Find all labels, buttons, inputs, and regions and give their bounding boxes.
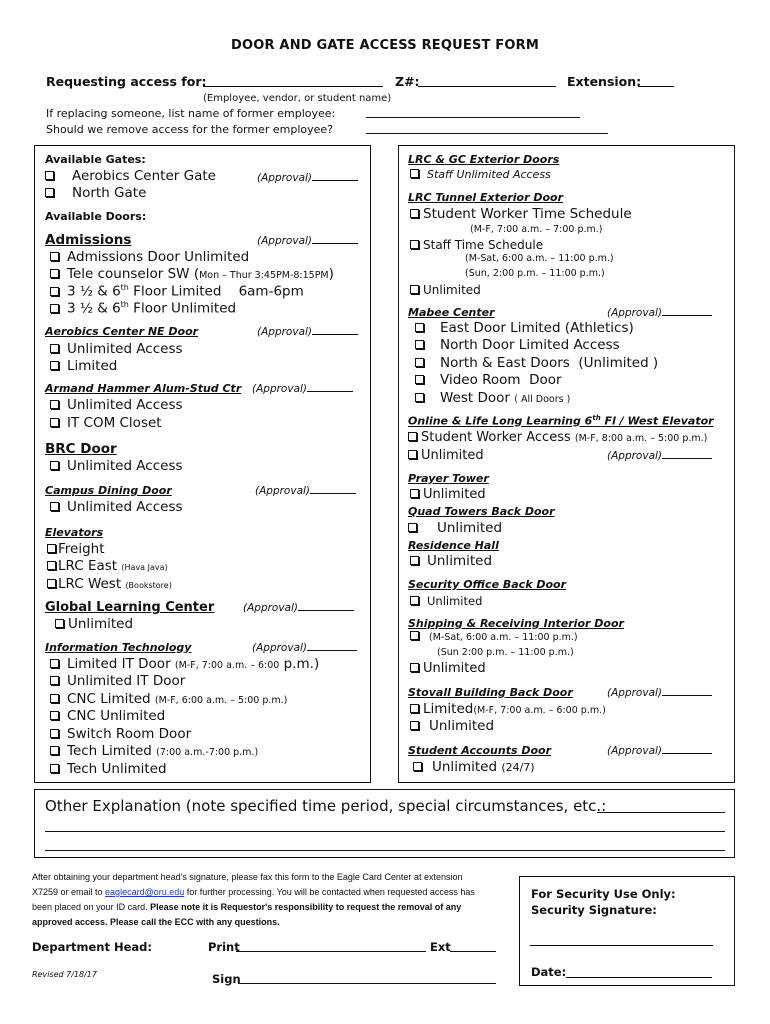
checkbox[interactable] — [415, 393, 424, 402]
other-explanation-label: Other Explanation (note specified time period, special circumstances, etc.: — [45, 797, 607, 815]
sign-label: Sign — [212, 972, 241, 986]
approval-armand: (Approval) — [252, 383, 353, 395]
checkbox[interactable] — [50, 694, 59, 703]
quad-unlimited[interactable]: Unlimited — [408, 520, 502, 536]
checkbox[interactable] — [413, 762, 422, 771]
checkbox[interactable] — [415, 358, 424, 367]
lrcgc-heading: LRC & GC Exterior Doors — [408, 153, 560, 166]
checkbox[interactable] — [410, 663, 419, 672]
aerobics-limited[interactable]: Limited — [50, 358, 117, 374]
elevator-lrc-west[interactable]: LRC West (Bookstore) — [47, 576, 172, 592]
checkbox[interactable] — [50, 746, 59, 755]
floor-limited[interactable]: 3 ½ & 6th Floor Limited 6am-6pm — [50, 283, 304, 300]
elevator-lrc-east[interactable]: LRC East (Hava Java) — [47, 558, 168, 574]
checkbox[interactable] — [410, 596, 419, 605]
campus-heading: Campus Dining Door — [45, 484, 172, 497]
security-office-heading: Security Office Back Door — [408, 578, 567, 591]
checkbox[interactable] — [410, 631, 419, 640]
tech-unlimited[interactable]: Tech Unlimited — [50, 761, 167, 777]
checkbox[interactable] — [408, 432, 417, 441]
approval-gate: (Approval) — [257, 172, 358, 184]
mabee-north-east-unlimited[interactable]: North & East Doors (Unlimited ) — [415, 355, 658, 371]
shipping-heading: Shipping & Receiving Interior Door — [408, 617, 624, 630]
checkbox[interactable] — [410, 489, 419, 498]
print-label: Print — [208, 940, 240, 954]
stovall-unlimited[interactable]: Unlimited — [410, 718, 494, 734]
tunnel-staff[interactable]: Staff Time Schedule — [410, 238, 543, 252]
armand-it-closet[interactable]: IT COM Closet — [50, 415, 162, 431]
glc-unlimited[interactable]: Unlimited — [55, 616, 133, 632]
quad-heading: Quad Towers Back Door — [408, 505, 555, 518]
replacing-label: If replacing someone, list name of former employee: — [46, 107, 336, 120]
approval-aerobics: (Approval) — [257, 326, 358, 338]
checkbox[interactable] — [50, 400, 59, 409]
approval-student-accounts: (Approval) — [607, 745, 712, 757]
mabee-west-door[interactable]: West Door ( All Doors ) — [415, 390, 570, 406]
checkbox[interactable] — [50, 659, 59, 668]
brc-heading: BRC Door — [45, 441, 117, 457]
approval-admissions: (Approval) — [257, 235, 358, 247]
checkbox[interactable] — [50, 269, 59, 278]
floor-unlimited[interactable]: 3 ½ & 6th Floor Unlimited — [50, 300, 236, 317]
student-accounts-unlimited[interactable]: Unlimited (24/7) — [413, 759, 535, 775]
print-field[interactable] — [236, 941, 426, 952]
revised-date: Revised 7/18/17 — [32, 970, 97, 979]
checkbox[interactable] — [47, 561, 56, 570]
lrcgc-staff[interactable]: Staff Unlimited Access — [410, 168, 551, 181]
checkbox[interactable] — [410, 285, 419, 294]
remove-access-field[interactable] — [366, 123, 608, 134]
checkbox[interactable] — [50, 729, 59, 738]
other-explanation-field-2[interactable] — [45, 821, 725, 832]
cnc-unlimited[interactable]: CNC Unlimited — [50, 708, 165, 724]
tunnel-student-worker[interactable]: Student Worker Time Schedule — [410, 206, 632, 222]
email-link[interactable]: eaglecard@oru.edu — [105, 887, 185, 897]
date-label: Date: — [531, 965, 567, 979]
shipping-unlimited[interactable]: Unlimited — [410, 661, 486, 676]
ext-label: Ext — [430, 940, 451, 954]
page-title: DOOR AND GATE ACCESS REQUEST FORM — [231, 38, 539, 53]
approval-stovall: (Approval) — [607, 687, 712, 699]
checkbox[interactable] — [50, 502, 59, 511]
online-heading: Online & Life Long Learning 6th Fl / West Elevator — [408, 414, 714, 428]
gate-north[interactable]: North Gate — [45, 185, 146, 201]
mabee-north-limited[interactable]: North Door Limited Access — [415, 337, 620, 353]
elevators-heading: Elevators — [45, 526, 104, 539]
tunnel-staff-hours-2: (Sun, 2:00 p.m. – 11:00 p.m.) — [465, 268, 605, 279]
checkbox[interactable] — [50, 461, 59, 470]
brc-unlimited[interactable]: Unlimited Access — [50, 458, 183, 474]
admissions-unlimited[interactable]: Admissions Door Unlimited — [50, 249, 249, 265]
checkbox[interactable] — [410, 169, 419, 178]
admissions-heading: Admissions — [45, 232, 132, 248]
checkbox[interactable] — [410, 704, 419, 713]
approval-it: (Approval) — [252, 642, 357, 654]
doors-heading: Available Doors: — [45, 210, 147, 223]
security-signature-field[interactable] — [530, 935, 713, 946]
footer-line-1: After obtaining your department head's signature, please fax this form to the Eagle Card Center at extension — [32, 872, 463, 882]
footer-line-2: X7259 or email to eaglecard@oru.edu for further processing. You will be contacted when requested access has — [32, 887, 475, 897]
student-accounts-heading: Student Accounts Door — [408, 744, 552, 757]
armand-heading: Armand Hammer Alum-Stud Ctr — [45, 382, 242, 395]
former-employee-field[interactable] — [366, 107, 580, 118]
sign-field[interactable] — [238, 973, 496, 984]
checkbox[interactable] — [55, 619, 64, 628]
requesting-name-field[interactable] — [203, 76, 383, 87]
approval-glc: (Approval) — [243, 602, 354, 614]
tele-counselor[interactable]: Tele counselor SW (Mon – Thur 3:45PM-8:15PM) — [50, 266, 334, 282]
checkbox[interactable] — [410, 209, 419, 218]
checkbox[interactable] — [50, 252, 59, 261]
online-student-worker[interactable]: Student Worker Access (M-F, 8:00 a.m. – 5:00 p.m.) — [408, 430, 707, 445]
tunnel-unlimited[interactable]: Unlimited — [410, 283, 481, 297]
checkbox[interactable] — [415, 375, 424, 384]
footer-line-3: been placed on your ID card. Please note it is Requestor's responsibility to request the removal of any — [32, 902, 462, 912]
shipping-hours[interactable]: (M-Sat, 6:00 a.m. – 11:00 p.m.) — [410, 631, 578, 643]
stovall-heading: Stovall Building Back Door — [408, 686, 573, 699]
other-explanation-field-1[interactable] — [597, 802, 725, 813]
checkbox[interactable] — [47, 544, 56, 553]
approval-mabee: (Approval) — [607, 307, 712, 319]
checkbox[interactable] — [50, 361, 59, 370]
checkbox[interactable] — [45, 171, 54, 180]
checkbox[interactable] — [50, 418, 59, 427]
gates-heading: Available Gates: — [45, 153, 146, 166]
tunnel-heading: LRC Tunnel Exterior Door — [408, 191, 564, 204]
tech-limited[interactable]: Tech Limited (7:00 a.m.-7:00 p.m.) — [50, 743, 258, 759]
gate-aerobics[interactable]: Aerobics Center Gate — [45, 168, 216, 184]
checkbox[interactable] — [415, 323, 424, 332]
requesting-label: Requesting access for: — [46, 74, 207, 89]
checkbox[interactable] — [50, 676, 59, 685]
checkbox[interactable] — [50, 344, 59, 353]
checkbox[interactable] — [408, 523, 417, 532]
security-office-unlimited[interactable]: Unlimited — [410, 594, 482, 608]
checkbox[interactable] — [50, 304, 59, 313]
checkbox[interactable] — [45, 188, 54, 197]
online-unlimited[interactable]: Unlimited — [408, 448, 484, 463]
checkbox[interactable] — [410, 240, 419, 249]
prayer-heading: Prayer Tower — [408, 472, 489, 485]
znum-label: Z#: — [395, 74, 420, 89]
residence-unlimited[interactable]: Unlimited — [410, 553, 492, 569]
cnc-limited[interactable]: CNC Limited (M-F, 6:00 a.m. – 5:00 p.m.) — [50, 691, 287, 707]
tunnel-student-hours: (M-F, 7:00 a.m. – 7:00 p.m.) — [470, 224, 603, 235]
residence-heading: Residence Hall — [408, 539, 499, 552]
extension-label: Extension: — [567, 74, 642, 89]
approval-campus: (Approval) — [255, 485, 356, 497]
other-explanation-field-3[interactable] — [45, 840, 725, 851]
switch-room-door[interactable]: Switch Room Door — [50, 726, 191, 742]
aerobics-heading: Aerobics Center NE Door — [45, 325, 199, 338]
remove-access-label: Should we remove access for the former employee? — [46, 123, 334, 136]
znum-field[interactable] — [418, 76, 556, 87]
checkbox[interactable] — [47, 579, 56, 588]
footer-line-4: approved access. Please call the ECC with any questions. — [32, 917, 280, 927]
security-use-title: For Security Use Only: — [531, 887, 676, 901]
checkbox[interactable] — [408, 450, 417, 459]
checkbox[interactable] — [50, 287, 59, 296]
mabee-east-limited[interactable]: East Door Limited (Athletics) — [415, 320, 634, 336]
checkbox[interactable] — [415, 340, 424, 349]
campus-unlimited[interactable]: Unlimited Access — [50, 499, 183, 515]
glc-heading: Global Learning Center — [45, 600, 215, 615]
armand-unlimited[interactable]: Unlimited Access — [50, 397, 183, 413]
extension-field[interactable] — [638, 76, 674, 87]
stovall-limited[interactable]: Limited(M-F, 7:00 a.m. – 6:00 p.m.) — [410, 701, 606, 717]
checkbox[interactable] — [50, 764, 59, 773]
it-unlimited-door[interactable]: Unlimited IT Door — [50, 673, 185, 689]
security-signature-label: Security Signature: — [531, 903, 657, 917]
aerobics-unlimited[interactable]: Unlimited Access — [50, 341, 183, 357]
it-limited-door[interactable]: Limited IT Door (M-F, 7:00 a.m. – 6:00 p.m.) — [50, 656, 319, 672]
elevator-freight[interactable]: Freight — [47, 541, 105, 557]
prayer-unlimited[interactable]: Unlimited — [410, 487, 486, 502]
checkbox[interactable] — [50, 711, 59, 720]
date-field[interactable] — [566, 967, 712, 978]
department-head-label: Department Head: — [32, 940, 152, 954]
ext-field[interactable] — [450, 941, 496, 952]
shipping-hours-sun: (Sun 2:00 p.m. – 11:00 p.m.) — [437, 647, 574, 658]
checkbox[interactable] — [410, 721, 419, 730]
mabee-video-room[interactable]: Video Room Door — [415, 372, 562, 388]
employee-hint: (Employee, vendor, or student name) — [203, 93, 392, 104]
approval-online: (Approval) — [607, 450, 712, 462]
checkbox[interactable] — [410, 556, 419, 565]
it-heading: Information Technology — [45, 641, 192, 654]
mabee-heading: Mabee Center — [408, 306, 495, 319]
tunnel-staff-hours-1: (M-Sat, 6:00 a.m. – 11:00 p.m.) — [465, 253, 614, 264]
